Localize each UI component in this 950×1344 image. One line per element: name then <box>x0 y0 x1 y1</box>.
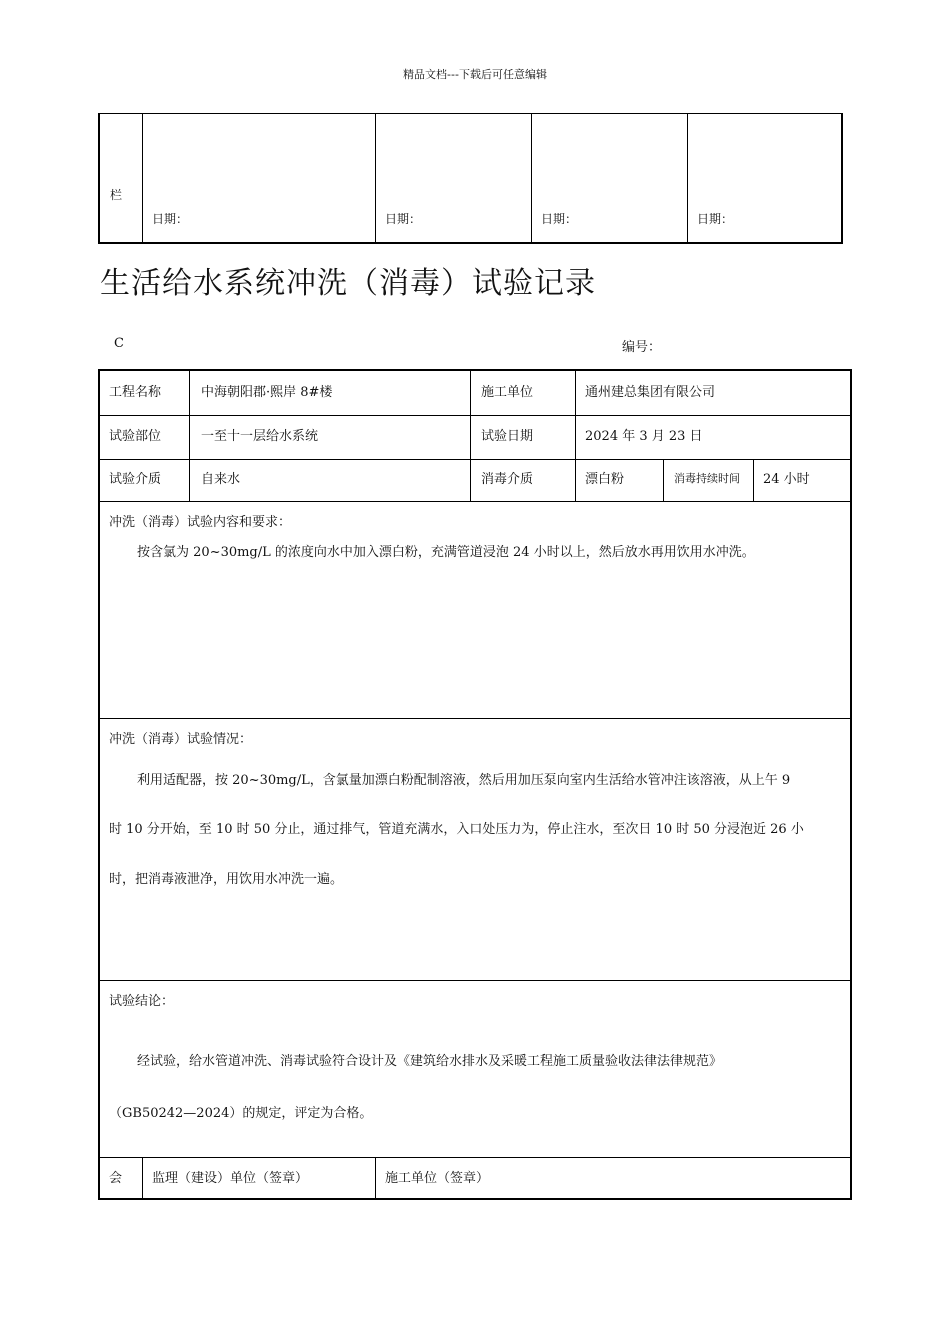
record-table <box>98 369 852 1200</box>
disinfect-medium-label: 消毒介质 <box>481 472 534 487</box>
row-divider <box>100 501 850 502</box>
conclusion-line: 经试验，给水管道冲洗、消毒试验符合设计及《建筑给水排水及采暖工程施工质量验收法律法律规范》 <box>137 1054 723 1069</box>
row-divider <box>100 980 850 981</box>
row-divider <box>100 1157 850 1158</box>
divider <box>375 114 376 242</box>
disinfect-medium-value: 漂白粉 <box>585 472 625 487</box>
row-divider <box>100 718 850 719</box>
col-divider <box>470 371 471 501</box>
builder-sign-label: 施工单位（签章） <box>385 1171 490 1186</box>
requirements-label: 冲洗（消毒）试验内容和要求： <box>109 515 292 530</box>
col-divider <box>375 1157 376 1200</box>
divider <box>687 114 688 242</box>
test-date-label: 试验日期 <box>481 429 534 444</box>
date-label: 日期： <box>152 212 189 226</box>
contractor-label: 施工单位 <box>481 385 534 400</box>
col-divider <box>575 371 576 501</box>
duration-value: 24 小时 <box>763 472 810 487</box>
date-label: 日期： <box>385 212 422 226</box>
conclusion-line: （GB50242—2024）的规定，评定为合格。 <box>109 1106 373 1121</box>
divider <box>142 114 143 242</box>
col-divider <box>663 459 664 501</box>
test-part-value: 一至十一层给水系统 <box>201 429 319 444</box>
test-date-value: 2024 年 3 月 23 日 <box>585 429 703 444</box>
contractor-value: 通州建总集团有限公司 <box>585 385 716 400</box>
col-divider <box>753 459 754 501</box>
serial-number-label: 编号： <box>622 340 662 355</box>
document-title: 生活给水系统冲洗（消毒）试验记录 <box>100 266 596 301</box>
test-medium-value: 自来水 <box>201 472 241 487</box>
col-divider <box>189 371 190 501</box>
side-label: 栏 <box>110 188 123 202</box>
situation-label: 冲洗（消毒）试验情况： <box>109 732 253 747</box>
date-label: 日期： <box>541 212 578 226</box>
header-note: 精品文档---下载后可任意编辑 <box>403 68 547 81</box>
row-divider <box>100 459 850 460</box>
form-code: C <box>114 336 124 351</box>
project-name-value: 中海朝阳郡·熙岸 8#楼 <box>201 385 333 400</box>
duration-label: 消毒持续时间 <box>674 472 740 485</box>
col-divider <box>142 1157 143 1200</box>
situation-line: 利用适配器，按 20~30mg/L，含氯量加漂白粉配制溶液，然后用加压泵向室内生活给水管冲注该溶液，从上午 9 <box>137 773 791 788</box>
signature-table-top <box>98 113 843 244</box>
conclusion-label: 试验结论： <box>109 994 175 1009</box>
divider <box>531 114 532 242</box>
requirements-text: 按含氯为 20~30mg/L 的浓度向水中加入漂白粉，充满管道浸泡 24 小时以上，然后放水再用饮用水冲洗。 <box>137 545 755 560</box>
supervisor-sign-label: 监理（建设）单位（签章） <box>152 1171 309 1186</box>
row-divider <box>100 415 850 416</box>
date-label: 日期： <box>697 212 734 226</box>
situation-line: 时，把消毒液泄净，用饮用水冲洗一遍。 <box>109 872 344 887</box>
situation-line: 时 10 分开始，至 10 时 50 分止，通过排气，管道充满水，入口处压力为，停止注水，至次日 10 时 50 分浸泡近 26 小 <box>109 822 804 837</box>
project-name-label: 工程名称 <box>109 385 162 400</box>
sign-side-label: 会 <box>109 1171 123 1186</box>
test-part-label: 试验部位 <box>109 429 162 444</box>
test-medium-label: 试验介质 <box>109 472 162 487</box>
